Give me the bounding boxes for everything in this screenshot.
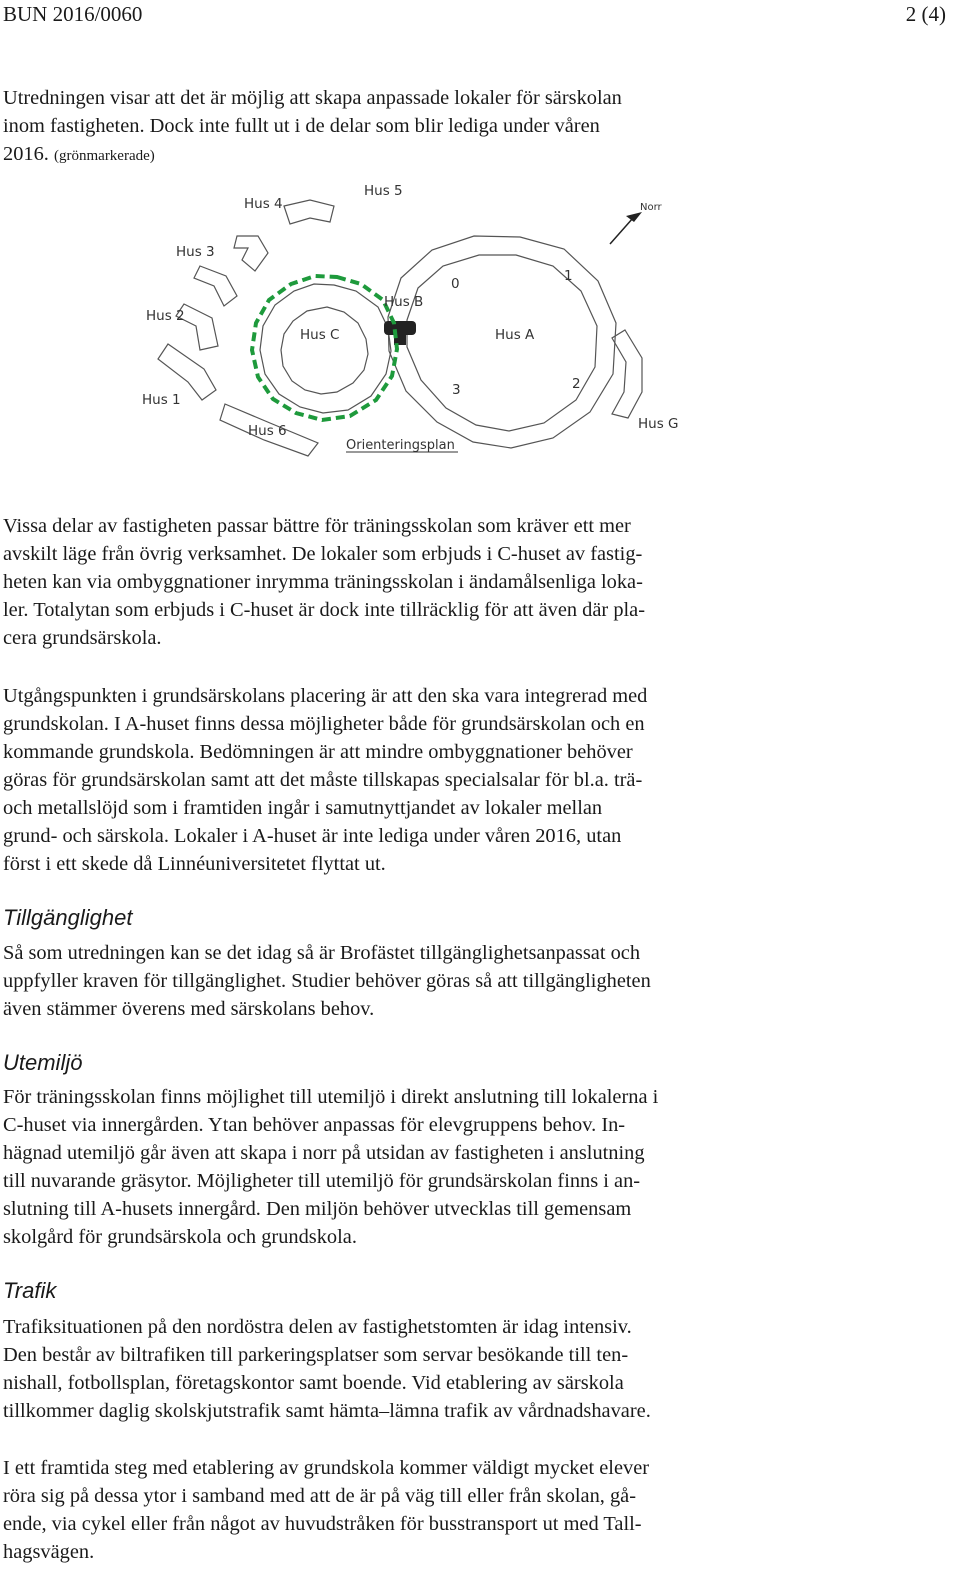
page-number: 2 (4) xyxy=(905,2,946,26)
hus-b-connector xyxy=(384,321,416,335)
text-line: uppfyller kraven för tillgänglighet. Studier behöver göras så att tillgängligheten xyxy=(3,970,651,992)
label-hus-1: Hus 1 xyxy=(142,392,181,408)
text-line: Utredningen visar att det är möjlig att skapa anpassade lokaler för särskolan xyxy=(3,87,622,109)
label-hus-2: Hus 2 xyxy=(146,308,185,324)
text-line: grundskolan. I A-huset finns dessa möjligheter både för grundsärskolan och en xyxy=(3,713,645,735)
paragraph-tillganglighet xyxy=(3,939,803,1023)
label-hus-5: Hus 5 xyxy=(364,183,403,199)
label-section-0: 0 xyxy=(451,276,460,292)
text-line: Den består av biltrafiken till parkeringsplatser som servar besökande till ten- xyxy=(3,1344,629,1366)
text-line xyxy=(3,140,803,170)
text-line: tillkommer daglig skolskjutstrafik samt hämta–lämna trafik av vårdnadshavare. xyxy=(3,1400,651,1422)
hus-g-outline xyxy=(612,330,642,418)
hus-4-outline xyxy=(234,236,268,271)
highlight-outline xyxy=(252,276,397,420)
hus-3-outline xyxy=(194,266,237,306)
paragraph-trafik xyxy=(3,1313,803,1425)
text-fragment: 2016. xyxy=(3,143,49,165)
text-line: Trafiksituationen på den nordöstra delen av fastighetstomten är idag intensiv. xyxy=(3,1316,632,1338)
text-line: ende, via cykel eller från något av huvudstråken för busstransport ut med Tall- xyxy=(3,1513,642,1535)
heading-tillganglighet: Tillgänglighet xyxy=(3,905,133,930)
heading-trafik: Trafik xyxy=(3,1278,57,1303)
site-plan-diagram xyxy=(130,178,690,468)
text-line: inom fastigheten. Dock inte fullt ut i de delar som blir lediga under våren xyxy=(3,115,600,137)
text-line: nishall, fotbollsplan, företagskontor samt boende. Vid etablering av särskola xyxy=(3,1372,624,1394)
text-line: göras för grundsärskolan samt att det måste tillskapas specialsalar för bl.a. trä- xyxy=(3,769,643,791)
label-north: Norr xyxy=(640,202,662,213)
label-section-2: 2 xyxy=(572,376,581,392)
text-line: hägnad utemiljö går även att skapa i norr på utsidan av fastigheten i anslutning xyxy=(3,1142,645,1164)
text-line: avskilt läge från övrig verksamhet. De lokaler som erbjuds i C-huset av fastig- xyxy=(3,543,643,565)
label-hus-g: Hus G xyxy=(638,416,679,432)
text-line: slutning till A-husets innergård. Den miljön behöver utvecklas till gemensam xyxy=(3,1198,632,1220)
paragraph-traningsskolan xyxy=(3,512,803,652)
label-hus-a: Hus A xyxy=(495,327,535,343)
text-line: Utgångspunkten i grundsärskolans placering är att den ska vara integrerad med xyxy=(3,685,648,707)
text-line: C-huset via innergården. Ytan behöver anpassas för elevgruppens behov. In- xyxy=(3,1114,626,1136)
text-line: röra sig på dessa ytor i samband med att de är på väg till eller från skolan, gå- xyxy=(3,1485,637,1507)
paragraph-utemiljo xyxy=(3,1083,803,1251)
intro-paragraph xyxy=(3,84,803,170)
text-line: först i ett skede då Linnéuniversitetet flyttat ut. xyxy=(3,853,386,875)
north-arrow-icon xyxy=(626,212,642,222)
heading-utemiljo: Utemiljö xyxy=(3,1050,83,1075)
label-section-3: 3 xyxy=(452,382,461,398)
text-line: och metallslöjd som i framtiden ingår i samutnyttjandet av lokaler mellan xyxy=(3,797,603,819)
text-line: cera grundsärskola. xyxy=(3,627,162,649)
text-line: Så som utredningen kan se det idag så är Brofästet tillgänglighetsanpassat och xyxy=(3,942,641,964)
label-section-1: 1 xyxy=(564,268,573,284)
text-line: grund- och särskola. Lokaler i A-huset är inte lediga under våren 2016, utan xyxy=(3,825,622,847)
text-line: heten kan via ombyggnationer inrymma träningsskolan i ändamålsenliga loka- xyxy=(3,571,643,593)
text-line: För träningsskolan finns möjlighet till utemiljö i direkt anslutning till lokalerna i xyxy=(3,1086,659,1108)
paragraph-grundsarskolan xyxy=(3,682,803,878)
text-line: skolgård för grundsärskola och grundskola. xyxy=(3,1226,357,1248)
text-line: ler. Totalytan som erbjuds i C-huset är dock inte tillräcklig för att även där pla- xyxy=(3,599,646,621)
label-hus-4: Hus 4 xyxy=(244,196,283,212)
hus-5-outline xyxy=(284,200,334,224)
text-line: till nuvarande gräsytor. Möjligheter till utemiljö för grundsärskolan finns i an- xyxy=(3,1170,641,1192)
text-line: hagsvägen. xyxy=(3,1541,95,1563)
label-hus-c: Hus C xyxy=(300,327,340,343)
paragraph-framtida-steg xyxy=(3,1454,803,1566)
text-line: Vissa delar av fastigheten passar bättre för träningsskolan som kräver ett mer xyxy=(3,515,631,537)
plan-caption: Orienteringsplan xyxy=(346,438,455,453)
text-line: även stämmer överens med särskolans behov. xyxy=(3,998,375,1020)
label-hus-3: Hus 3 xyxy=(176,244,215,260)
label-hus-6: Hus 6 xyxy=(248,423,287,439)
label-hus-b: Hus B xyxy=(384,294,424,310)
text-line: I ett framtida steg med etablering av grundskola kommer väldigt mycket elever xyxy=(3,1457,650,1479)
document-number: BUN 2016/0060 xyxy=(3,2,143,26)
highlight-note: (grönmarkerade) xyxy=(54,148,155,164)
text-line: kommande grundskola. Bedömningen är att mindre ombyggnationer behöver xyxy=(3,741,633,763)
hus-c-inner-ring xyxy=(281,307,368,394)
